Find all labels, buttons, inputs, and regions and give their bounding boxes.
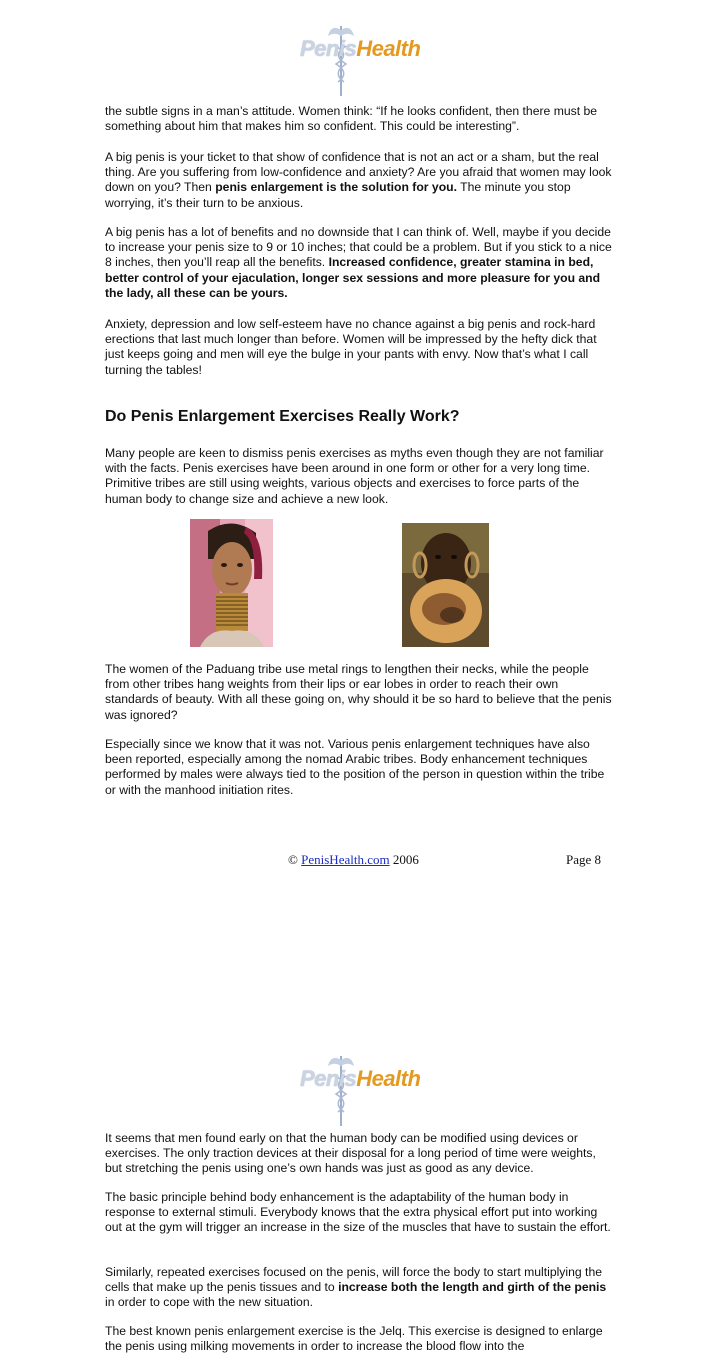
paragraph <box>105 317 615 378</box>
paragraph <box>105 1265 615 1311</box>
paragraph <box>105 1190 615 1236</box>
paragraph-text: A big penis has a lot of benefits and no downside that I can think of. Well, maybe if you decide to increase your penis size to 9 or 10 inches; that could be a problem. But if you stick to a nice 8 inches, then you’ll reap all the benefits. Increased confidence, greater stamina in bed, better control of your ejaculation, longer sex sessions and more pleasure for you and the lady, all these can be yours. <box>105 225 612 300</box>
bold-phrase: Increased confidence, greater stamina in bed, better control of your ejaculation, longer sex sessions and more pleasure for you and the lady, all these can be yours. <box>105 255 601 300</box>
logo-word-penis: Penis <box>300 36 357 61</box>
paragraph-text: Anxiety, depression and low self-esteem have no chance against a big penis and rock-hard erections that last much longer than before. Women will be impressed by the hefty dick that just keeps going and men will eye the bulge in your pants with envy. Now that’s what I call turning the tables! <box>105 317 597 377</box>
paragraph-text: A big penis is your ticket to that show of confidence that is not an act or a sham, but the real thing. Are you suffering from low-confidence and anxiety? Are you afraid that women may look down on you? Then penis enlargement is the solution for you. The minute you stop worrying, it’s their turn to be anxious. <box>105 150 612 210</box>
footer-copyright: © PenisHealth.com 2006 <box>288 852 419 867</box>
paragraph-text: The best known penis enlargement exercise is the Jelq. This exercise is designed to enlarge the penis using milking movements in order to increase the blood flow into the <box>105 1324 603 1354</box>
paragraph <box>105 662 615 723</box>
paragraph <box>105 104 615 134</box>
paragraph-text: The women of the Paduang tribe use metal rings to lengthen their necks, while the people from other tribes hang weights from their lips or ear lobes in order to reach their own standards of beauty. With all these going on, why should it be so hard to believe that the penis was ignored? <box>105 662 612 722</box>
paragraph-text: It seems that men found early on that the human body can be modified using devices or exercises. The only traction devices at their disposal for a long period of time were weights, but stretching the penis using one’s own hands was just as good as any device. <box>105 1131 596 1176</box>
paragraph-text: The basic principle behind body enhancement is the adaptability of the human body in response to external stimuli. Everybody knows that the extra physical effort put into working out at the gym will trigger an increase in the size of the muscles that have to sustain the effort. <box>105 1190 611 1235</box>
paragraph <box>105 446 615 507</box>
section-heading: Do Penis Enlargement Exercises Really Work? <box>105 408 460 425</box>
paragraph-text: Especially since we know that it was not. Various penis enlargement techniques have also been reported, especially among the nomad Arabic tribes. Body enhancement techniques performed by males were always tied to the position of the person in question within the tribe or with the manhood initiation rites. <box>105 737 605 797</box>
penishealth-logo <box>296 1052 426 1127</box>
bold-phrase: penis enlargement is the solution for you. <box>215 180 457 195</box>
paragraph <box>105 225 615 301</box>
paragraph-text: the subtle signs in a man’s attitude. Women think: “If he looks confident, then there must be something about him that makes him so confident. This could be interesting”. <box>105 104 598 134</box>
paragraph-text: Similarly, repeated exercises focused on the penis, will force the body to start multiplying the cells that make up the penis tissues and to increase both the length and girth of the penis in order to cope with the new situation. <box>105 1265 607 1310</box>
paragraph <box>105 737 615 798</box>
bold-phrase: increase both the length and girth of the penis <box>338 1280 607 1295</box>
page-number: Page 8 <box>566 852 602 867</box>
lip-plate-man-photo <box>402 523 489 647</box>
logo-word-health: Health <box>356 36 421 61</box>
penishealth-link[interactable]: PenisHealth.com <box>301 852 390 867</box>
logo-word-penis: Penis <box>300 1066 357 1091</box>
paragraph-text: Many people are keen to dismiss penis exercises as myths even though they are not familiar with the facts. Penis exercises have been around in one form or other for a very long time. Primitive tribes are still using weights, various objects and exercises to force parts of the human body to change size and achieve a new look. <box>105 446 604 506</box>
paragraph <box>105 150 615 211</box>
logo-word-health: Health <box>356 1066 421 1091</box>
paragraph <box>105 1324 615 1354</box>
penishealth-logo <box>296 22 426 97</box>
paragraph <box>105 1131 615 1177</box>
paduang-woman-photo <box>190 519 273 647</box>
